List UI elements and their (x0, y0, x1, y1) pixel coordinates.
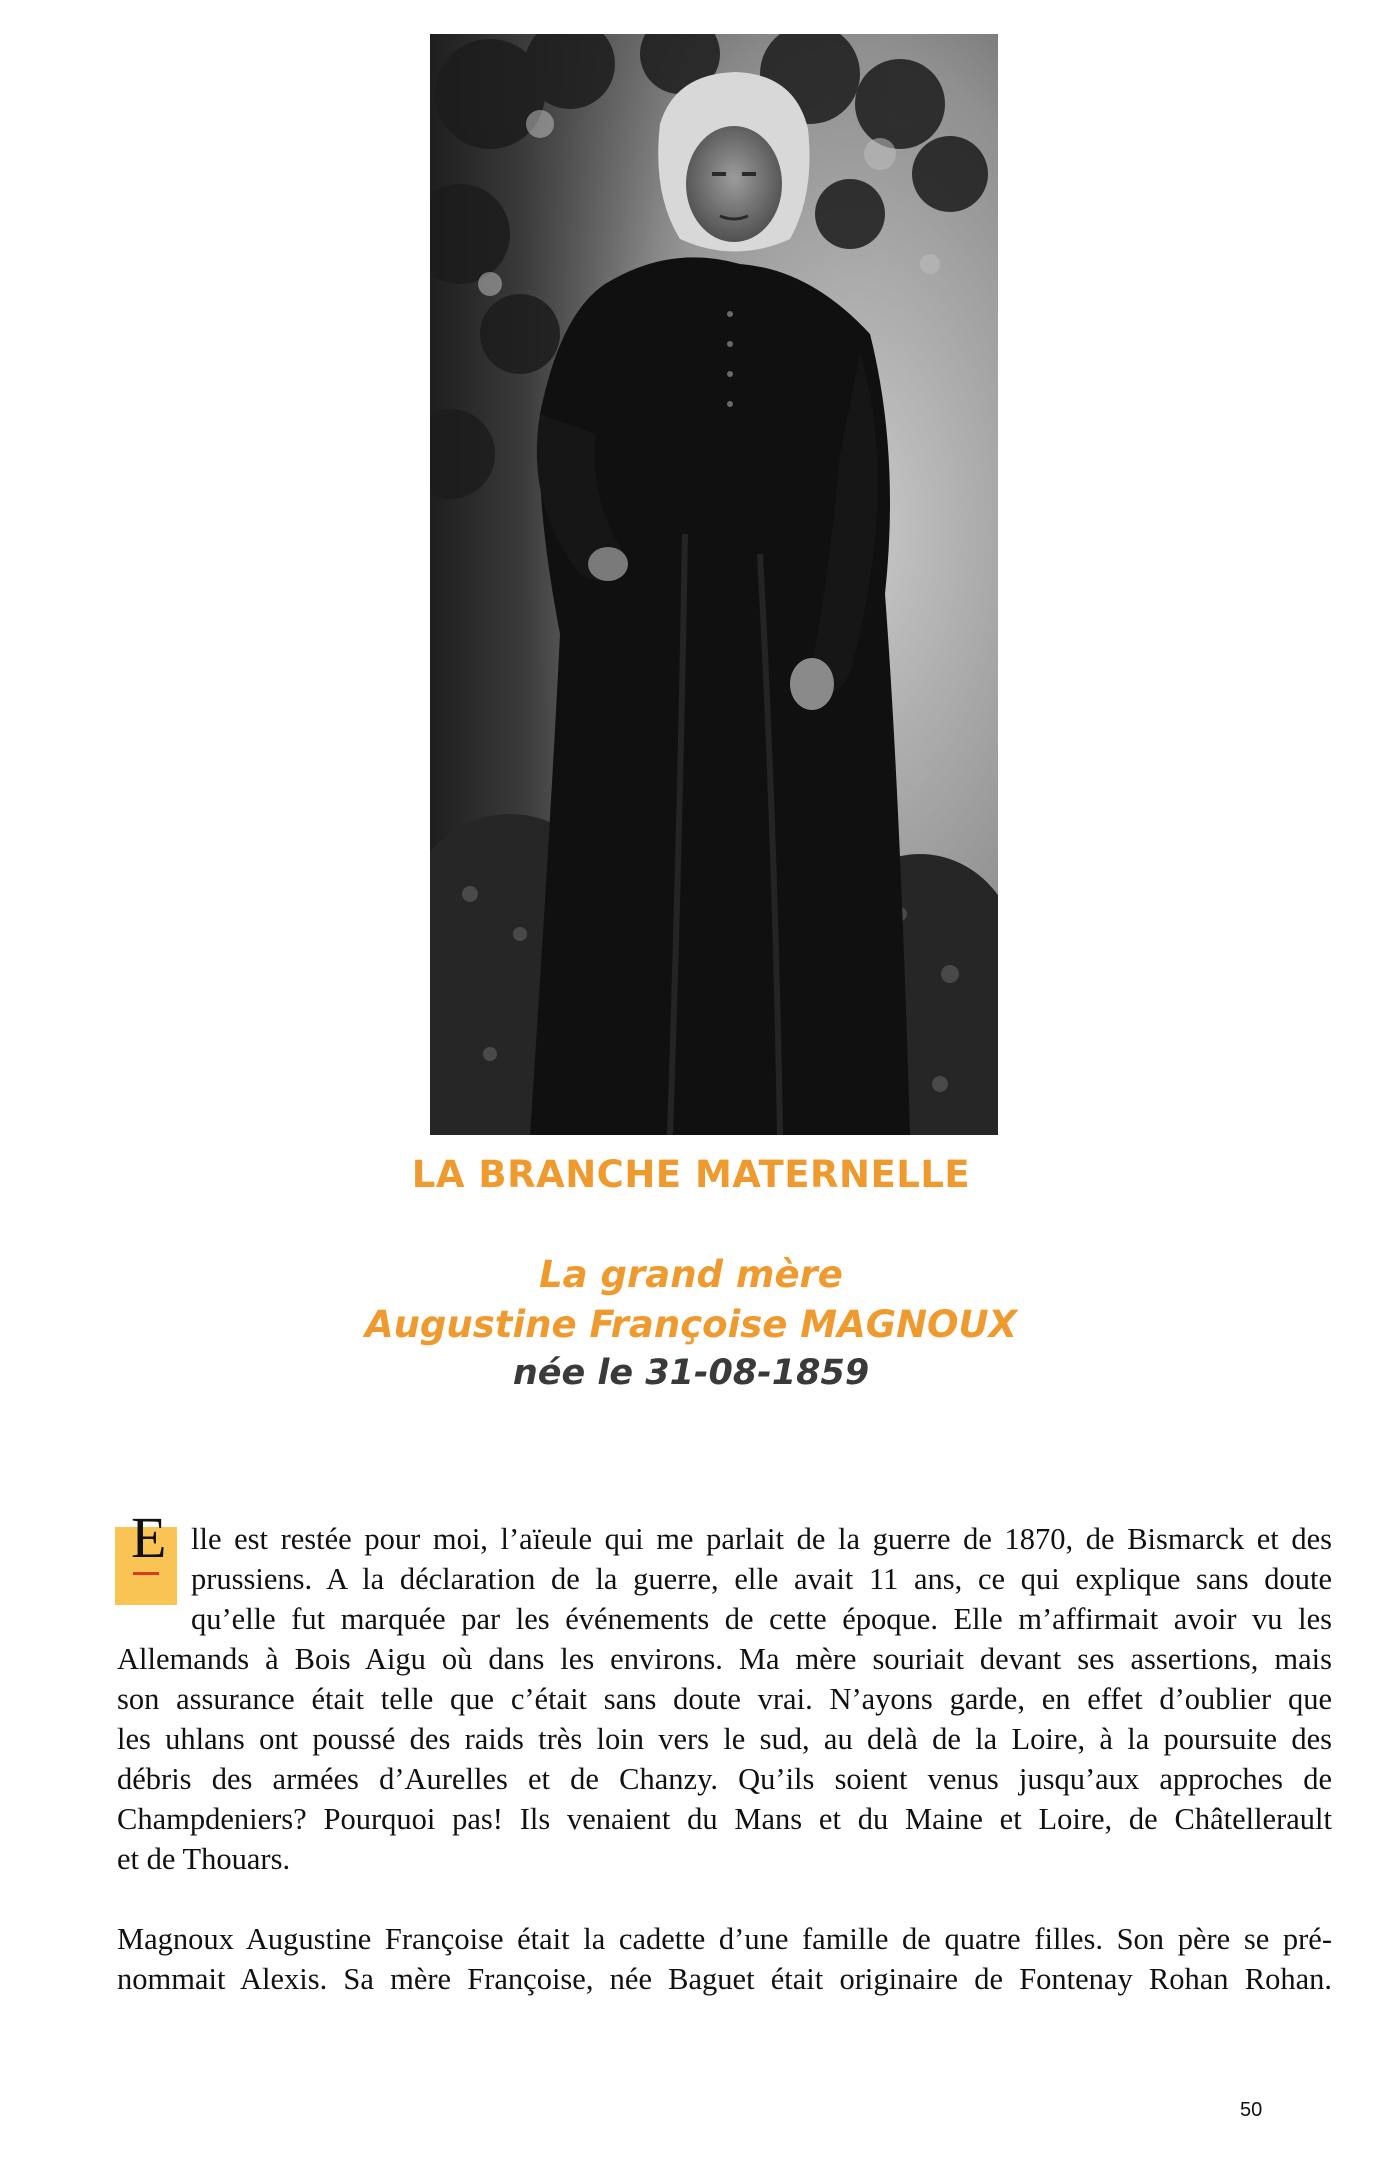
portrait-photo (430, 34, 998, 1135)
paragraph-line: Allemands à Bois Aigu où dans les environs. Ma mère souriait devant ses assertions, mais (117, 1642, 1332, 1676)
paragraph-2 (117, 1919, 1332, 1999)
portrait-image (430, 34, 998, 1135)
birth-date: née le 31-08-1859 (512, 1353, 870, 1393)
paragraph-line: Champdeniers? Pourquoi pas! Ils venaient du Mans et du Maine et Loire, de Châtellerault (117, 1802, 1332, 1836)
paragraph-line: les uhlans ont poussé des raids très loin vers le sud, au delà de la Loire, à la poursuite des (117, 1722, 1332, 1756)
subtitle-relation: La grand mère (539, 1253, 843, 1296)
subtitle-name: Augustine Françoise MAGNOUX (364, 1303, 1018, 1346)
paragraph-line: Magnoux Augustine Françoise était la cadette d’une famille de quatre filles. Son père se pré- (117, 1922, 1332, 1956)
paragraph-line: prussiens. A la déclaration de la guerre, elle avait 11 ans, ce qui explique sans doute (191, 1562, 1332, 1596)
paragraph-line: et de Thouars. (117, 1842, 291, 1876)
paragraph-line: qu’elle fut marquée par les événements de cette époque. Elle m’affirmait avoir vu les (191, 1602, 1332, 1636)
drop-cap-letter: E (131, 1505, 167, 1570)
paragraph-line: nommait Alexis. Sa mère Françoise, née Baguet était originaire de Fontenay Rohan Rohan. (117, 1962, 1332, 1996)
section-title: LA BRANCHE MATERNELLE (411, 1153, 971, 1196)
paragraph-line: son assurance était telle que c’était sans doute vrai. N’ayons garde, en effet d’oublier que (117, 1682, 1332, 1716)
paragraph-line: lle est restée pour moi, l’aïeule qui me parlait de la guerre de 1870, de Bismarck et des (191, 1522, 1332, 1556)
page-number: 50 (1240, 2099, 1263, 2121)
paragraph-1 (117, 1519, 1332, 1879)
paragraph-line: débris des armées d’Aurelles et de Chanzy. Qu’ils soient venus jusqu’aux approches de (117, 1762, 1332, 1796)
